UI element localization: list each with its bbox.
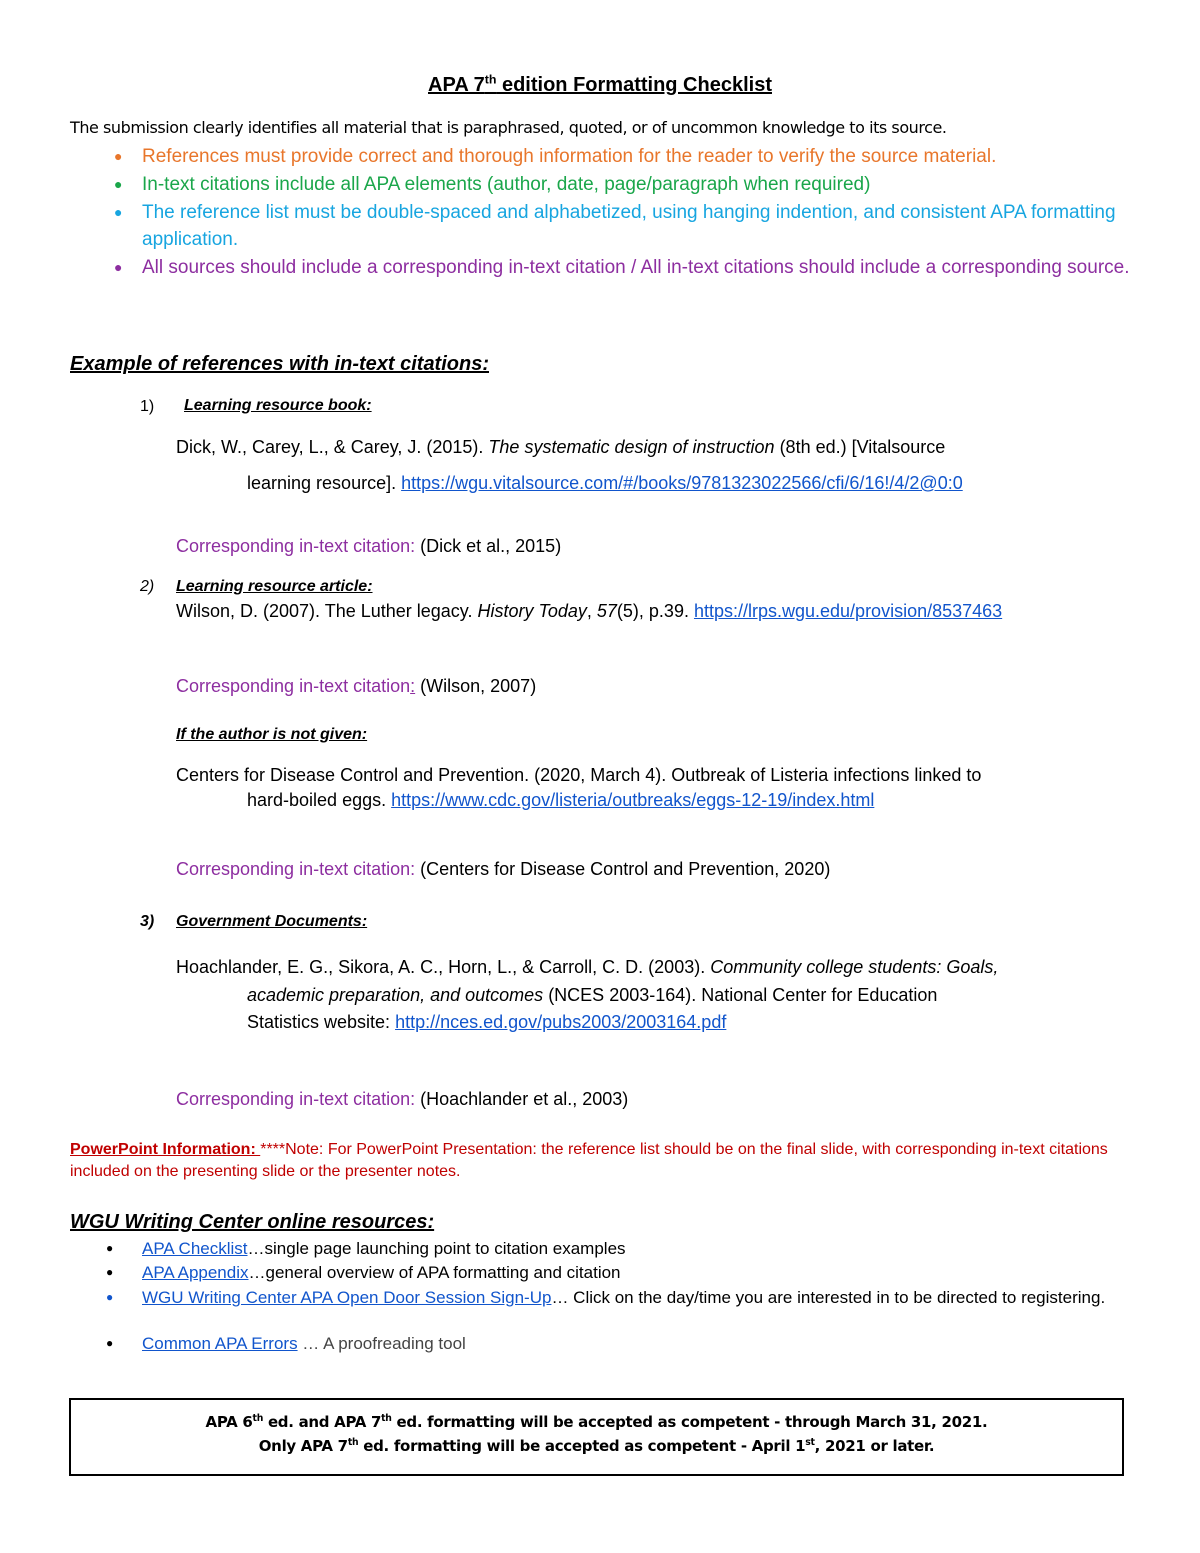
bullet-icon: ●	[106, 1265, 114, 1279]
criterion-reference-list: ● The reference list must be double-spaced and alphabetized, using hanging indention, and consistent APA formatting application.	[142, 199, 1132, 253]
government-heading: Government Documents:	[176, 913, 368, 930]
bullet-icon: ●	[114, 148, 123, 164]
book-url-link[interactable]: https://wgu.vitalsource.com/#/books/9781323022566/cfi/6/16!/4/2@0:0	[401, 473, 963, 493]
government-reference-line3: Statistics website: http://nces.ed.gov/pubs2003/2003164.pdf	[247, 1012, 727, 1032]
notice-box	[69, 1398, 1124, 1476]
criterion-sources: ● All sources should include a corresponding in-text citation / All in-text citations should include a corresponding source.	[142, 254, 1132, 281]
book-heading: Learning resource book:	[184, 397, 372, 414]
article-citation: Corresponding in-text citation: (Wilson, 2007)	[176, 676, 537, 696]
no-author-reference-line2: hard-boiled eggs. https://www.cdc.gov/listeria/outbreaks/eggs-12-19/index.html	[247, 790, 875, 810]
example-number: 3)	[140, 913, 155, 930]
resource-item-apa-checklist: ● APA Checklist…single page launching point to citation examples	[106, 1239, 626, 1258]
book-reference-line2: learning resource]. https://wgu.vitalsource.com/#/books/9781323022566/cfi/6/16!/4/2@0:0	[247, 473, 963, 493]
bullet-icon: ●	[106, 1290, 114, 1304]
book-reference-line1: Dick, W., Carey, L., & Carey, J. (2015). The systematic design of instruction (8th ed.) [Vitalsource	[176, 437, 946, 457]
bullet-icon: ●	[114, 259, 123, 275]
bullet-icon: ●	[114, 204, 123, 220]
no-author-citation: Corresponding in-text citation: (Centers for Disease Control and Prevention, 2020)	[176, 859, 831, 879]
resource-item-common-errors: ● Common APA Errors … A proofreading tool	[106, 1334, 466, 1353]
article-url-link[interactable]: https://lrps.wgu.edu/provision/8537463	[693, 601, 1003, 621]
government-reference-line2: academic preparation, and outcomes (NCES 2003-164). National Center for Education	[247, 985, 938, 1005]
example-number: 1)	[140, 398, 155, 415]
powerpoint-note: PowerPoint Information: ****Note: For PowerPoint Presentation: the reference list should be on the final slide, with corresponding in-text citations included on the presenting slide or the presenter notes.	[70, 1141, 1108, 1180]
criterion-references: ● References must provide correct and thorough information for the reader to verify the source material.	[142, 143, 1132, 170]
notice-line2: Only APA 7th ed. formatting will be accepted as competent - April 1st, 2021 or later.	[258, 1437, 935, 1455]
article-heading: Learning resource article:	[176, 578, 373, 595]
cdc-url-link[interactable]: https://www.cdc.gov/listeria/outbreaks/eggs-12-19/index.html	[391, 790, 875, 810]
bullet-icon: ●	[106, 1336, 114, 1350]
apa-appendix-link[interactable]: APA Appendix	[142, 1263, 249, 1282]
nces-url-link[interactable]: http://nces.ed.gov/pubs2003/2003164.pdf	[395, 1012, 727, 1032]
apa-checklist-link[interactable]: APA Checklist	[142, 1239, 248, 1258]
bullet-icon: ●	[114, 176, 123, 192]
open-door-signup-link[interactable]: WGU Writing Center APA Open Door Session Sign-Up	[142, 1288, 552, 1307]
resources-heading: WGU Writing Center online resources:	[70, 1211, 435, 1233]
no-author-heading: If the author is not given:	[176, 726, 368, 743]
page-title: APA 7th edition Formatting Checklist	[428, 72, 772, 96]
resource-item-apa-appendix: ● APA Appendix…general overview of APA formatting and citation	[106, 1263, 621, 1282]
examples-heading: Example of references with in-text citations:	[70, 353, 489, 375]
book-citation: Corresponding in-text citation: (Dick et al., 2015)	[176, 536, 562, 556]
common-apa-errors-link[interactable]: Common APA Errors	[142, 1334, 298, 1353]
bullet-icon: ●	[106, 1241, 114, 1255]
resource-item-open-door: ● WGU Writing Center APA Open Door Session Sign-Up… Click on the day/time you are interested in to be directed to registering.	[106, 1288, 1106, 1307]
example-number: 2)	[140, 578, 155, 595]
government-reference-line1: Hoachlander, E. G., Sikora, A. C., Horn, L., & Carroll, C. D. (2003). Community college students: Goals,	[176, 957, 999, 977]
no-author-reference-line1: Centers for Disease Control and Prevention. (2020, March 4). Outbreak of Listeria infections linked to	[176, 765, 982, 785]
criterion-in-text: ● In-text citations include all APA elements (author, date, page/paragraph when required)	[142, 171, 1132, 198]
intro-text: The submission clearly identifies all material that is paraphrased, quoted, or of uncommon knowledge to its source.	[70, 118, 947, 137]
notice-line1: APA 6th ed. and APA 7th ed. formatting will be accepted as competent - through March 31, 2021.	[205, 1413, 988, 1431]
article-reference: Wilson, D. (2007). The Luther legacy. History Today, 57(5), p.39. https://lrps.wgu.edu/provision/8537463	[176, 601, 1003, 621]
government-citation: Corresponding in-text citation: (Hoachlander et al., 2003)	[176, 1089, 629, 1109]
